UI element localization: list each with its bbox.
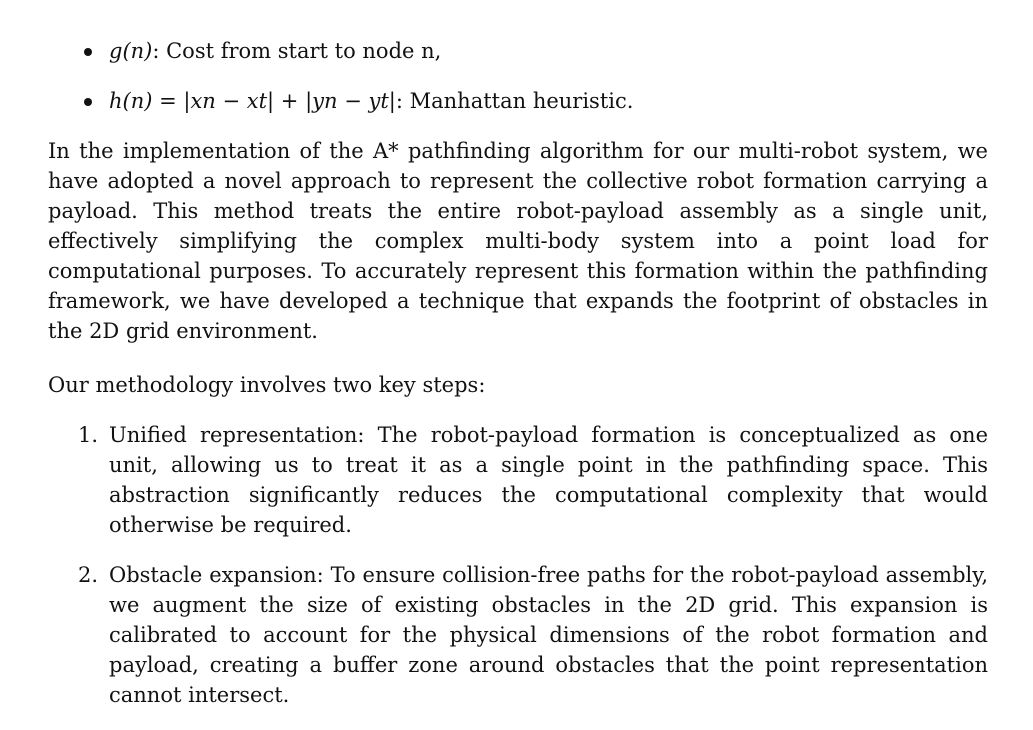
definition-item-h xyxy=(48,86,988,116)
definition-text-h: : Manhattan heuristic. xyxy=(395,89,634,113)
step-number-1: 1. xyxy=(78,423,99,447)
step-text-2: Obstacle expansion: To ensure collision-free paths for the robot-payload assembly, we augment the size of existing obstacles in the 2D grid. This expansion is calibrated to account for the physical dimensions of the robot formation and payload, creating a buffer zone around obstacles that the point representation cannot intersect. xyxy=(109,563,988,707)
paragraph-implementation: In the implementation of the A* pathfinding algorithm for our multi-robot system, we have adopted a novel approach to represent the collective robot formation carrying a payload. This method treats the entire robot-payload assembly as a single unit, effectively simplifying the complex multi-body system into a point load for computational purposes. To accurately represent this formation within the pathfinding framework, we have developed a technique that expands the footprint of obstacles in the 2D grid environment. xyxy=(48,139,988,343)
document-page xyxy=(48,0,988,730)
formula-h: h(n) = |xn − xt| + |yn − yt| xyxy=(109,89,396,113)
step-text-1: Unified representation: The robot-payload formation is conceptualized as one unit, allowing us to treat it as a single point in the pathfinding space. This abstraction significantly reduces the computational complexity that would otherwise be required. xyxy=(109,423,988,537)
step-item-1 xyxy=(48,420,988,540)
definition-text-g: : Cost from start to node n, xyxy=(152,39,442,63)
definition-item-g xyxy=(48,36,988,66)
bullet-marker xyxy=(84,98,92,106)
steps-list xyxy=(48,420,988,710)
definition-list xyxy=(48,36,988,116)
step-item-2 xyxy=(48,560,988,710)
step-number-2: 2. xyxy=(78,563,99,587)
formula-g: g(n) xyxy=(109,39,153,63)
bullet-marker xyxy=(84,48,92,56)
paragraph-methodology: Our methodology involves two key steps: xyxy=(48,373,486,397)
